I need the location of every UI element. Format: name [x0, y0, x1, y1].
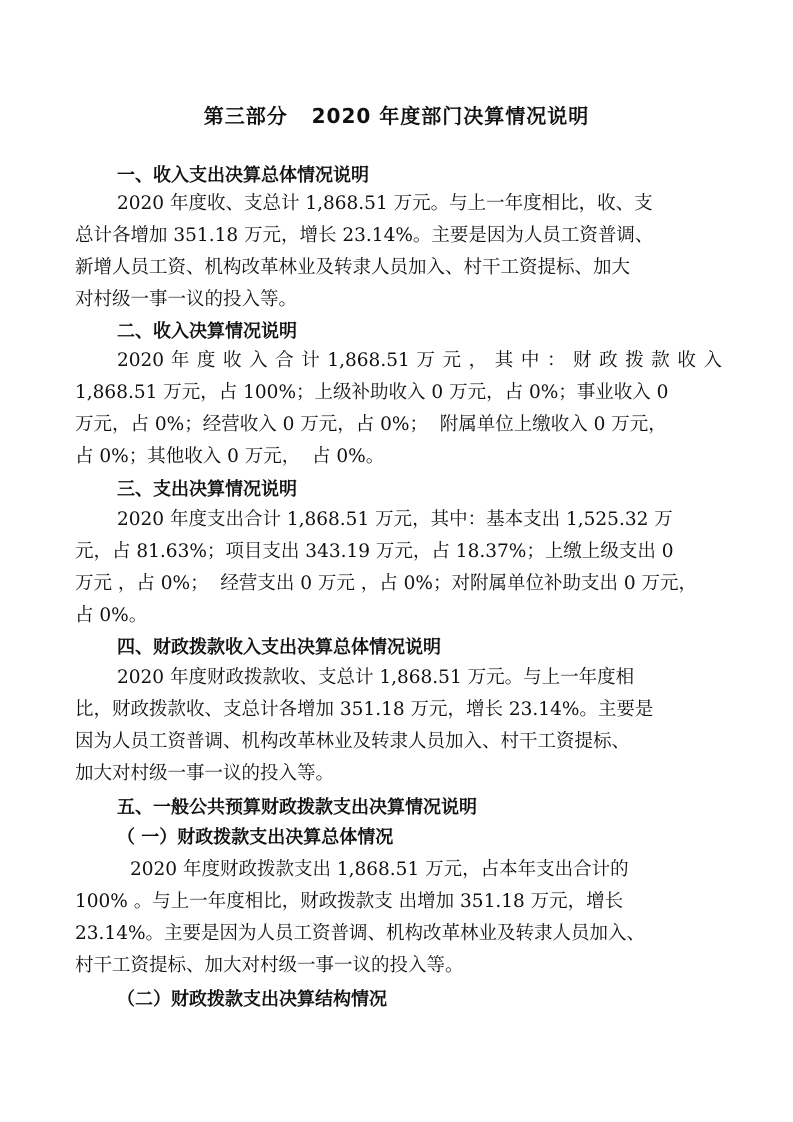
paragraph-line: 新增人员工资、机构改革林业及转隶人员加入、村干工资提标、加大 [75, 257, 631, 278]
paragraph-line: 占 0%。 [75, 605, 148, 626]
section-1-heading: 一、收入支出决算总体情况说明 [117, 165, 369, 186]
paragraph-line: 加大对村级一事一议的投入等。 [75, 763, 335, 784]
paragraph-line: 对村级一事一议的投入等。 [75, 289, 298, 310]
paragraph-line: 2020 年度财政拨款收、支总计 1,868.51 万元。与上一年度相 [117, 667, 635, 688]
section-3-heading: 三、支出决算情况说明 [117, 479, 297, 500]
paragraph-line: 占 0%；其他收入 0 万元， 占 0%。 [75, 446, 385, 467]
paragraph-line: 因为人员工资普调、机构改革林业及转隶人员加入、村干工资提标、 [75, 731, 631, 752]
paragraph-line: 总计各增加 351.18 万元，增长 23.14%。主要是因为人员工资普调、 [75, 225, 654, 246]
paragraph-line: 元，占 81.63%；项目支出 343.19 万元，占 18.37%；上缴上级支出 0 [75, 541, 674, 562]
paragraph-line: 23.14%。主要是因为人员工资普调、机构改革林业及转隶人员加入、 [75, 923, 646, 944]
subsection-2-heading: （二）财政拨款支出决算结构情况 [117, 989, 387, 1010]
paragraph-line: 1,868.51 万元，占 100%；上级补助收入 0 万元，占 0%；事业收入 0 [75, 382, 669, 403]
paragraph-line: 2020 年度财政拨款支出 1,868.51 万元，占本年支出合计的 [130, 859, 629, 880]
paragraph-line: 2020 年 度 收 入 合 计 1,868.51 万 元 ， 其 中 ： 财 政 拨 款 收 入 [117, 350, 722, 371]
paragraph-line: 比，财政拨款收、支总计各增加 351.18 万元，增长 23.14%。主要是 [75, 699, 654, 720]
paragraph-line: 万元 ，占 0%； 经营支出 0 万元 ，占 0%；对附属单位补助支出 0 万元， [75, 573, 698, 594]
paragraph-line: 100% 。与上一年度相比，财政拨款支 出增加 351.18 万元，增长 [75, 891, 624, 912]
paragraph-line: 万元，占 0%；经营收入 0 万元，占 0%； 附属单位上缴收入 0 万元， [75, 414, 667, 435]
paragraph-line: 2020 年度支出合计 1,868.51 万元，其中：基本支出 1,525.32 万 [117, 509, 673, 530]
section-4-heading: 四、财政拨款收入支出决算总体情况说明 [117, 637, 441, 658]
paragraph-line: 2020 年度收、支总计 1,868.51 万元。与上一年度相比，收、支 [117, 193, 653, 214]
section-5-heading: 五、一般公共预算财政拨款支出决算情况说明 [117, 797, 477, 818]
paragraph-line: 村干工资提标、加大对村级一事一议的投入等。 [75, 955, 464, 976]
section-2-heading: 二、收入决算情况说明 [117, 321, 297, 342]
page-title: 第三部分 2020 年度部门决算情况说明 [203, 104, 590, 128]
subsection-1-heading: （ 一）财政拨款支出决算总体情况 [117, 827, 394, 848]
